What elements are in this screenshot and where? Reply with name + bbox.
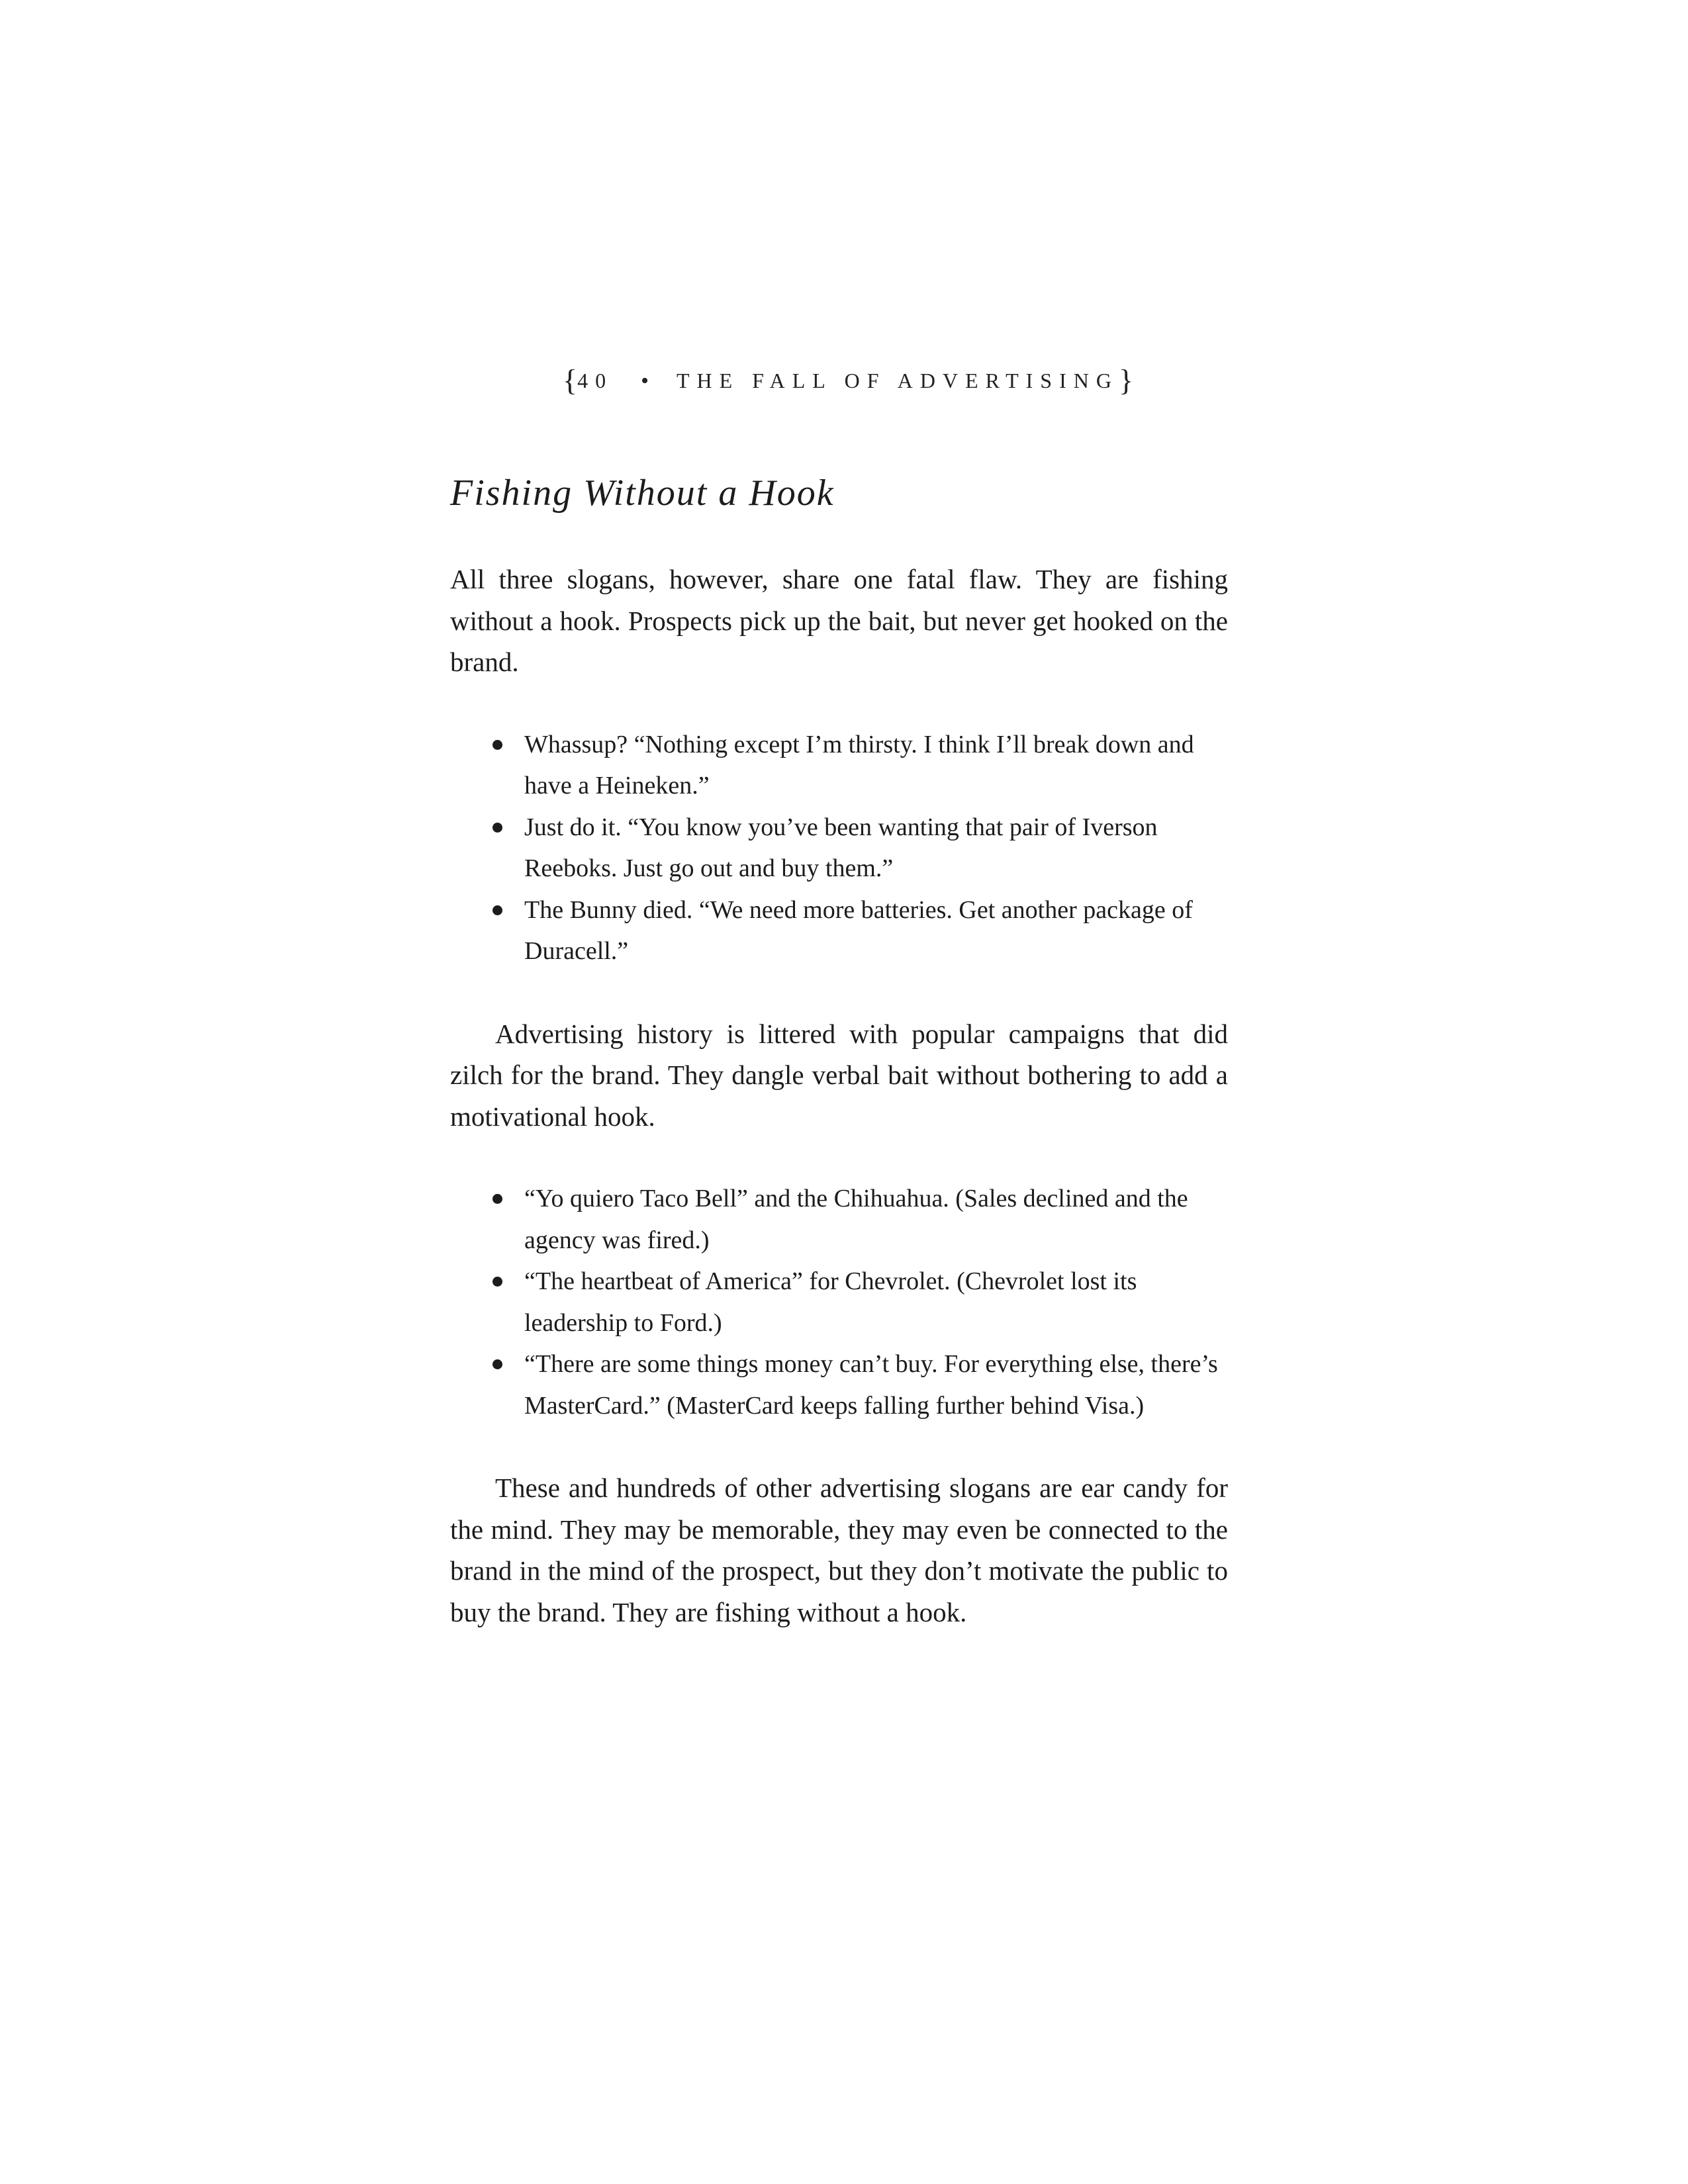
paragraph-intro: All three slogans, however, share one fatal flaw. They are fishing without a hook. Prospects pick up the bait, but never get hooked on the brand. [450,564,1228,677]
running-head [563,363,1134,402]
running-head-close-brace: } [1118,363,1134,397]
list-item-text: Whassup? “Nothing except I’m thirsty. I think I’ll break down and have a Heineken.” [524,730,1194,799]
page-number: 40 [577,369,614,392]
list-item [524,724,1228,807]
bullet-icon [492,1359,502,1369]
running-head-bullet: • [641,369,649,393]
book-title: THE FALL OF ADVERTISING [677,369,1119,392]
list-item [524,889,1228,972]
bullet-icon [492,1194,502,1204]
bullet-icon [492,823,502,833]
campaign-list [450,1178,1228,1426]
list-item-text: Just do it. “You know you’ve been wanting that pair of Iverson Reeboks. Just go out and buy them.” [524,813,1158,882]
bullet-icon [492,1277,502,1287]
bullet-icon [492,740,502,750]
spacer [450,972,1228,1013]
slogan-list [450,724,1228,972]
page-content [450,470,1228,1633]
paragraph-conclusion: These and hundreds of other advertising slogans are ear candy for the mind. They may be memorable, they may even be connected to the brand in the mind of the prospect, but they don’t motivate the public to buy the brand. They are fishing without a hook. [450,1473,1228,1627]
section-title: Fishing Without a Hook [450,473,835,514]
list-item-text: The Bunny died. “We need more batteries. Get another package of Duracell.” [524,895,1193,965]
list-item [524,1178,1228,1261]
paragraph-history: Advertising history is littered with popular campaigns that did zilch for the brand. They dangle verbal bait without bothering to add a motivational hook. [450,1018,1228,1132]
list-item-text: “The heartbeat of America” for Chevrolet. (Chevrolet lost its leadership to Ford.) [524,1267,1137,1337]
spacer [450,1426,1228,1467]
spacer [450,1137,1228,1178]
list-item-text: “Yo quiero Taco Bell” and the Chihuahua. (Sales declined and the agency was fired.) [524,1185,1188,1254]
list-item [524,1343,1228,1426]
bullet-icon [492,905,502,915]
list-item [524,807,1228,889]
list-item-text: “There are some things money can’t buy. For everything else, there’s MasterCard.” (MasterCard keeps falling further behind Visa.) [524,1350,1218,1420]
list-item [524,1261,1228,1343]
running-head-open-brace: { [563,363,578,397]
spacer [450,683,1228,724]
